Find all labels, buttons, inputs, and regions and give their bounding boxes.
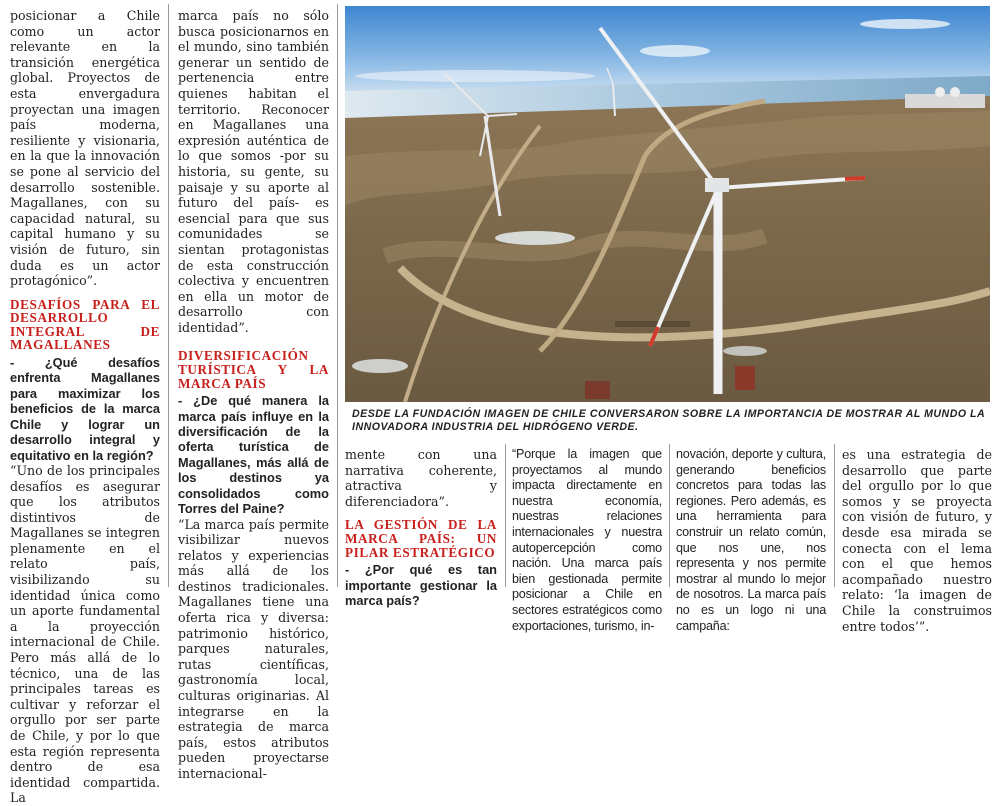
paragraph: mente con una narrativa coherente, atractiva y diferenciadora”. bbox=[345, 447, 497, 509]
interview-question: - ¿De qué manera la marca país influye en la diversificación de la oferta turística de Magallanes, más allá de los destinos ya consolidados como Torres del Paine? bbox=[178, 393, 329, 517]
paragraph: “La marca país permite visibilizar nuevos relatos y experiencias más allá de los destinos tradicionales. Magallanes tiene una oferta rica y diversa: patrimonio histórico, parques naturales, rutas científicas, gastronomía local, culturas originarias. Al integrarse en la estrategia de marca país, estos atributos pueden proyectarse internacional- bbox=[178, 516, 329, 781]
paragraph: “Porque la imagen que proyectamos al mundo impacta directamente en nuestra economía, nuestras relaciones internacionales y nuestra autopercepción como nación. Una marca país bien gestionada permite posicionar a Chile en sectores estratégicos como exportaciones, turismo, in- bbox=[512, 447, 662, 633]
article-column-6 bbox=[842, 447, 992, 634]
paragraph: “Uno de los principales desafíos es asegurar que los atributos distintivos de Magallanes se integren plenamente en el relato país, visibilizando su identidad única como un aporte fundamental a la proyección internacional de Chile. Pero más allá de lo técnico, una de las principales tareas es cultivar y reforzar el orgullo por ser parte de Chile, y por lo que esta región representa dentro de esa identidad compartida. La bbox=[10, 462, 160, 806]
paragraph: posicionar a Chile como un actor relevante en la transición energética global. Proyectos de esta envergadura proyectan una imagen país moderna, resiliente y visionaria, en la que la innovación se pone al servicio del desarrollo sostenible. Magallanes, con su capacidad natural, su capital humano y su visión de futuro, sin duda es un actor protagónico”. bbox=[10, 8, 160, 289]
paragraph: es una estrategia de desarrollo que parte del orgullo por lo que somos y se proyecta con visión de futuro, y desde esa mirada se conecta con el lema con el que hemos acompañado nuestro relato: ‘la imagen de Chile la construimos entre todos’”. bbox=[842, 447, 992, 634]
section-heading: DIVERSIFICACIÓN TURÍSTICA Y LA MARCA PAÍS bbox=[178, 348, 329, 391]
section-heading: DESAFÍOS PARA EL DESARROLLO INTEGRAL DE MAGALLANES bbox=[10, 296, 160, 353]
article-column-5 bbox=[676, 447, 826, 634]
column-divider bbox=[337, 4, 338, 587]
column-divider bbox=[834, 444, 835, 587]
article-column-1 bbox=[10, 8, 160, 806]
column-divider bbox=[168, 4, 169, 587]
photo-caption: DESDE LA FUNDACIÓN IMAGEN DE CHILE CONVERSARON SOBRE LA IMPORTANCIA DE MOSTRAR AL MUNDO LA INNOVADORA INDUSTRIA DEL HIDRÓGENO VERDE. bbox=[352, 408, 985, 433]
article-column-3 bbox=[345, 447, 497, 608]
section-heading: LA GESTIÓN DE LA MARCA PAÍS: UN PILAR ESTRATÉGICO bbox=[345, 517, 497, 560]
article-column-4 bbox=[512, 447, 662, 634]
column-divider bbox=[669, 444, 670, 587]
column-divider bbox=[505, 444, 506, 587]
wind-turbine-photo bbox=[345, 6, 990, 402]
article-column-2 bbox=[178, 8, 329, 782]
interview-question: - ¿Por qué es tan importante gestionar la marca país? bbox=[345, 562, 497, 608]
paragraph: marca país no sólo busca posicionarnos en el mundo, sino también generar un sentido de pertenencia entre quienes habitan el territorio. Reconocer en Magallanes una expresión auténtica de lo que somos -por su historia, su gente, su paisaje y su aporte al futuro del país- es esencial para que sus comunidades se sientan protagonistas de esta construcción colectiva y encuentren en ella un motor de desarrollo con identidad”. bbox=[178, 8, 329, 335]
paragraph: novación, deporte y cultura, generando beneficios concretos para todas las regiones. Pero además, es una herramienta para construir un relato común, que nos une, nos representa y nos permite mostrar al mundo lo mejor de nosotros. La marca país no es un logo ni una campaña: bbox=[676, 447, 826, 633]
interview-question: - ¿Qué desafíos enfrenta Magallanes para maximizar los beneficios de la marca Chile y lograr un desarrollo integral y equitativo en la región? bbox=[10, 355, 160, 463]
aerial-landscape-image bbox=[345, 6, 990, 402]
